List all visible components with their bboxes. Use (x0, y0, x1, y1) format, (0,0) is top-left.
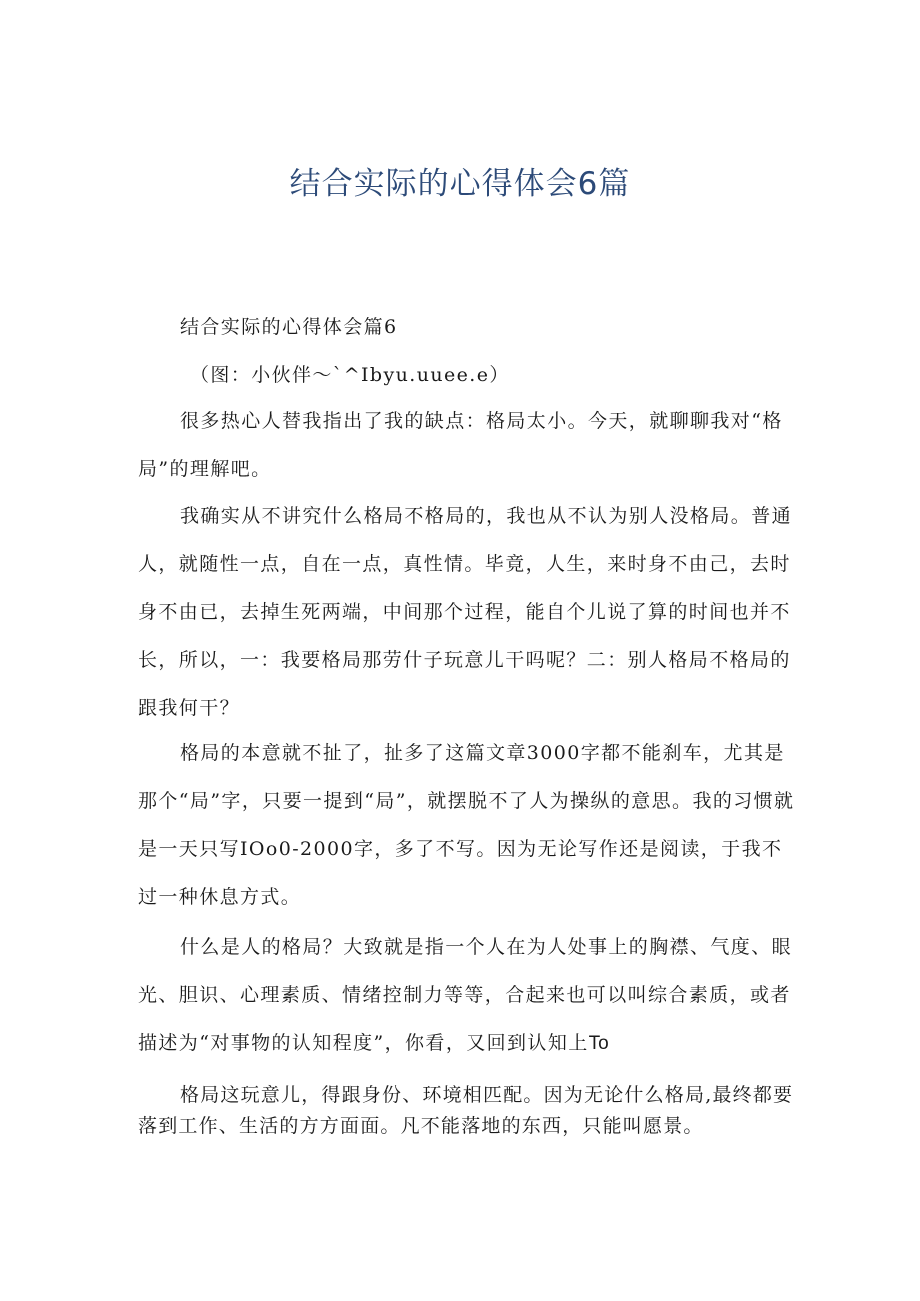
paragraph-1: 很多热心人替我指出了我的缺点：格局太小。今天，就聊聊我对“格局”的理解吧。 (138, 410, 783, 480)
paragraph-2: 我确实从不讲究什么格局不格局的，我也从不认为别人没格局。普通人，就随性一点，自在一点，真性情。毕竟，人生，来时身不由己，去时身不由已，去掉生死两端，中间那个过程，能自个儿说了算的时间也并不长，所以，一：我要格局那劳什子玩意儿干吗呢？二：别人格局不格局的跟我何干？ (138, 505, 793, 719)
image-caption: （图：小伙伴～`^Ibyu.uuee.e） (190, 364, 510, 386)
section-subheading: 结合实际的心得体会篇6 (180, 316, 398, 338)
paragraph-3: 格局的本意就不扯了，扯多了这篇文章3000字都不能刹车，尤其是那个“局”字，只要一提到“局”，就摆脱不了人为操纵的意思。我的习惯就是一天只写IOo0-2000字，多了不写。因为无论写作还是阅读，于我不过一种休息方式。 (138, 742, 795, 908)
paragraph-5: 格局这玩意儿，得跟身份、环境相匹配。因为无论什么格局,最终都要落到工作、生活的方方面面。凡不能落地的东西，只能叫愿景。 (138, 1084, 794, 1137)
document-title: 结合实际的心得体会6篇 (289, 166, 631, 202)
paragraph-4 (138, 923, 798, 1068)
paragraph-4-text: 什么是人的格局？大致就是指一个人在为人处事上的胸襟、气度、眼光、胆识、心理素质、情绪控制力等等，合起来也可以叫综合素质，或者描述为“对事物的认知程度”，你看，又回到认知上 (138, 936, 793, 1054)
paragraph-4-trailing-text: To (588, 1033, 609, 1054)
